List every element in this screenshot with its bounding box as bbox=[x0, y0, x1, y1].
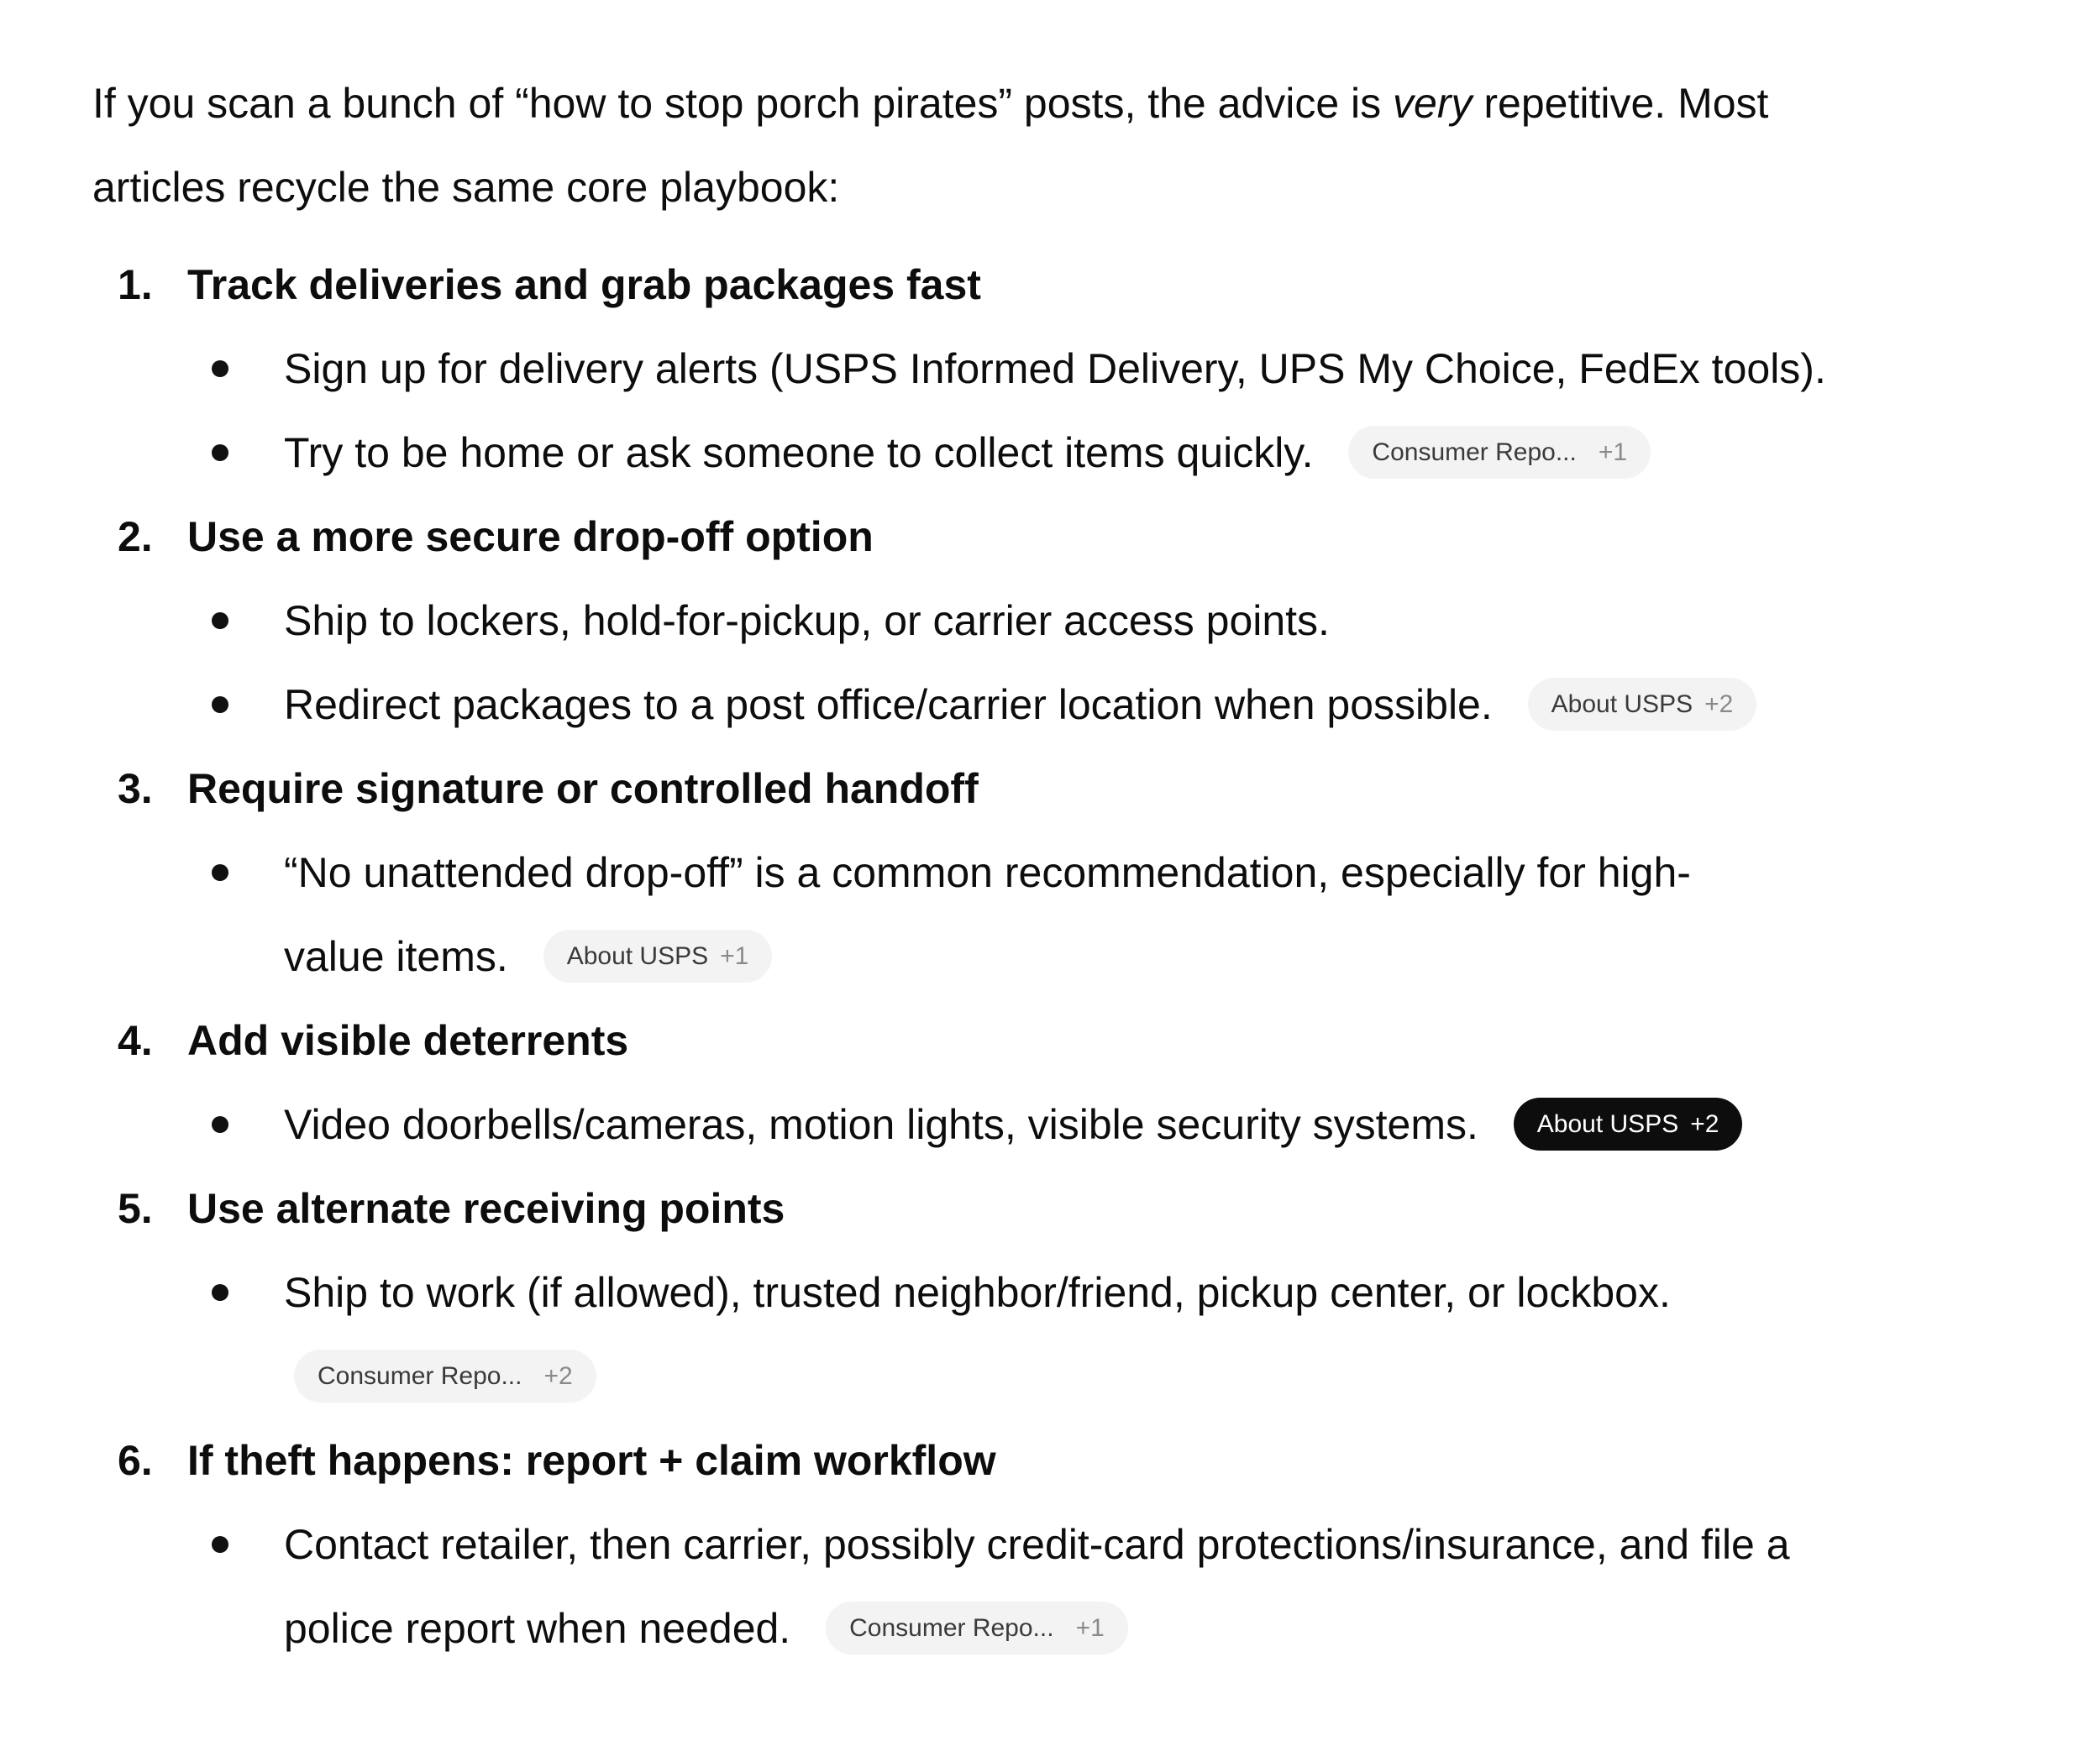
citation-pill[interactable] bbox=[826, 1602, 1128, 1654]
list-item-3 bbox=[92, 747, 2016, 999]
item-number: 1. bbox=[118, 261, 153, 308]
item-heading: 3. Require signature or controlled handoff bbox=[92, 747, 2016, 831]
citation-source: Consumer Repo... bbox=[1372, 438, 1577, 467]
citation-count: +1 bbox=[1598, 438, 1628, 467]
bullet-icon bbox=[212, 444, 228, 461]
citation-source: About USPS bbox=[1536, 1110, 1679, 1139]
item-heading: 2. Use a more secure drop-off option bbox=[92, 495, 2016, 579]
intro-line-1: If you scan a bunch of “how to stop porch pirates” posts, the advice is very repetitive. Most bbox=[92, 80, 1769, 127]
bullet-item: “No unattended drop-off” is a common recommendation, especially for high- bbox=[92, 831, 2016, 915]
list-item-6 bbox=[92, 1418, 2016, 1670]
bullet-item: Ship to lockers, hold-for-pickup, or carrier access points. bbox=[92, 579, 2016, 663]
list-item-5 bbox=[92, 1167, 2016, 1418]
item-number: 6. bbox=[118, 1437, 153, 1484]
citation-source: About USPS bbox=[566, 942, 709, 971]
bullet-icon bbox=[212, 1116, 228, 1133]
item-number: 3. bbox=[118, 765, 153, 812]
item-number: 4. bbox=[118, 1017, 153, 1064]
citation-count: +2 bbox=[543, 1362, 573, 1391]
bullet-icon bbox=[212, 1536, 228, 1553]
citation-source: Consumer Repo... bbox=[849, 1614, 1054, 1643]
citation-source: About USPS bbox=[1551, 690, 1693, 719]
bullet-continuation: police report when needed. Consumer Repo... +1 bbox=[92, 1586, 2016, 1670]
citation-pill[interactable] bbox=[294, 1350, 596, 1403]
item-number: 2. bbox=[118, 513, 153, 560]
intro-paragraph bbox=[92, 61, 2016, 229]
bullet-icon bbox=[212, 696, 228, 713]
list-item-4 bbox=[92, 999, 2016, 1167]
bullet-item: Video doorbells/cameras, motion lights, visible security systems. About USPS +2 bbox=[92, 1083, 2016, 1167]
bullet-continuation bbox=[92, 1335, 2016, 1418]
citation-pill-active[interactable] bbox=[1514, 1098, 1743, 1151]
item-heading: 4. Add visible deterrents bbox=[92, 999, 2016, 1083]
citation-pill[interactable] bbox=[1528, 678, 1757, 731]
citation-count: +1 bbox=[720, 942, 749, 971]
list-item-2 bbox=[92, 495, 2016, 747]
item-heading: 1. Track deliveries and grab packages fast bbox=[92, 243, 2016, 327]
intro-line-2: articles recycle the same core playbook: bbox=[92, 164, 840, 211]
citation-count: +1 bbox=[1075, 1614, 1105, 1643]
citation-pill[interactable] bbox=[1348, 426, 1651, 479]
bullet-item: Sign up for delivery alerts (USPS Informed Delivery, UPS My Choice, FedEx tools). bbox=[92, 327, 2016, 411]
citation-source: Consumer Repo... bbox=[318, 1362, 522, 1391]
bullet-icon bbox=[212, 1284, 228, 1301]
bullet-item: Contact retailer, then carrier, possibly credit-card protections/insurance, and file a bbox=[92, 1502, 2016, 1586]
response-content bbox=[92, 61, 2016, 1670]
citation-count: +2 bbox=[1704, 690, 1734, 719]
bullet-item: Redirect packages to a post office/carrier location when possible. About USPS +2 bbox=[92, 663, 2016, 747]
bullet-item: Try to be home or ask someone to collect items quickly. Consumer Repo... +1 bbox=[92, 411, 2016, 495]
emphasis-text: very bbox=[1393, 80, 1473, 127]
citation-count: +2 bbox=[1690, 1110, 1719, 1139]
bullet-icon bbox=[212, 360, 228, 377]
list-item-1 bbox=[92, 243, 2016, 495]
bullet-continuation: value items. About USPS +1 bbox=[92, 915, 2016, 999]
item-heading: 6. If theft happens: report + claim workflow bbox=[92, 1418, 2016, 1502]
bullet-icon bbox=[212, 864, 228, 881]
item-heading: 5. Use alternate receiving points bbox=[92, 1167, 2016, 1251]
bullet-item: Ship to work (if allowed), trusted neighbor/friend, pickup center, or lockbox. bbox=[92, 1251, 2016, 1335]
item-number: 5. bbox=[118, 1185, 153, 1232]
citation-pill[interactable] bbox=[543, 930, 773, 983]
bullet-icon bbox=[212, 612, 228, 629]
